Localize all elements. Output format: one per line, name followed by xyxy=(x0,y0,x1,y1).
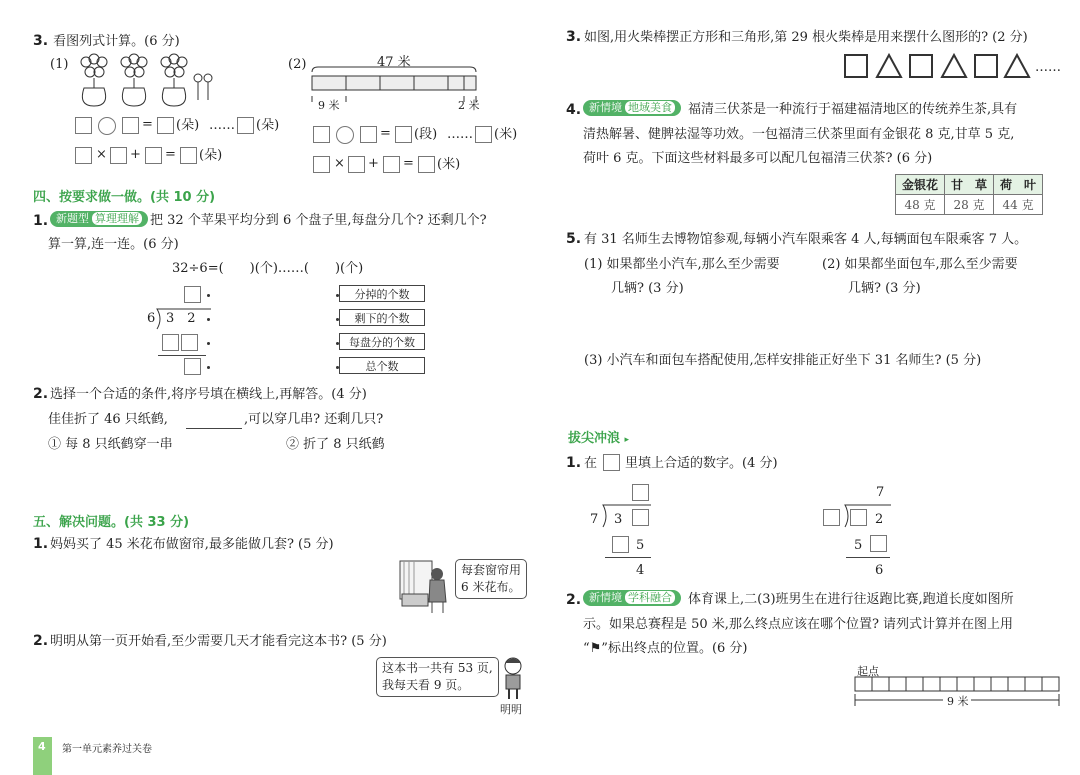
option-2: ② 折了 8 只纸鹤 xyxy=(286,437,385,452)
start-label: 起点 xyxy=(857,665,879,678)
answer-box-sample xyxy=(603,454,620,471)
answer-box[interactable] xyxy=(823,509,840,526)
matchstick-pattern xyxy=(842,52,1032,80)
answer-box[interactable] xyxy=(348,156,365,173)
answer-box[interactable] xyxy=(850,509,867,526)
answer-box[interactable] xyxy=(75,117,92,134)
question-3-left xyxy=(33,30,180,50)
answer-box[interactable] xyxy=(475,126,492,143)
match-label[interactable]: 每盘分的个数 xyxy=(339,333,425,350)
total-length-label: 47 米 xyxy=(377,55,411,70)
division-formula: 32÷6=( )(个)……( )(个) xyxy=(172,261,364,276)
mingming-name: 明明 xyxy=(500,703,522,716)
answer-box[interactable] xyxy=(313,156,330,173)
answer-box[interactable] xyxy=(383,156,400,173)
track-length-label: 9 米 xyxy=(947,695,969,708)
match-label[interactable]: 分掉的个数 xyxy=(339,285,425,302)
boy-mingming-illustration xyxy=(499,656,527,700)
ingredients-table: 金银花 甘 草 荷 叶 48 克 28 克 44 克 xyxy=(895,174,1043,215)
section-4-title: 四、按要求做一做。(共 10 分) xyxy=(33,190,216,205)
answer-box[interactable] xyxy=(145,147,162,164)
section-5-title: 五、解决问题。(共 33 分) xyxy=(33,515,190,530)
answer-box[interactable] xyxy=(395,126,412,143)
part-1-label: (1) xyxy=(50,57,69,72)
option-1: ① 每 8 只纸鹤穿一串 xyxy=(48,437,173,452)
match-label[interactable]: 总个数 xyxy=(339,357,425,374)
answer-box[interactable] xyxy=(184,286,201,303)
fill-blank-line[interactable] xyxy=(186,428,242,429)
answer-box[interactable] xyxy=(632,484,649,501)
match-label[interactable]: 剩下的个数 xyxy=(339,309,425,326)
new-type-tag: 新题型 算理理解 xyxy=(50,211,148,227)
answer-box[interactable] xyxy=(110,147,127,164)
answer-box[interactable] xyxy=(157,117,174,134)
answer-box[interactable] xyxy=(162,334,179,351)
answer-box[interactable] xyxy=(360,126,377,143)
section-top-challenge: 拔尖冲浪 ▸ xyxy=(568,431,630,446)
flower-vases-illustration xyxy=(72,50,222,108)
question-text: 看图列式计算。(6 分) xyxy=(53,34,180,49)
speech-bubble: 每套窗帘用 6 米花布。 xyxy=(455,559,527,599)
question-number: 3. xyxy=(33,33,49,49)
new-context-tag: 新情境 地域美食 xyxy=(583,100,681,116)
footer-title: 第一单元素养过关卷 xyxy=(62,744,152,755)
answer-box[interactable] xyxy=(313,126,330,143)
operator-circle[interactable] xyxy=(98,117,116,135)
new-context-tag: 新情境 学科融合 xyxy=(583,590,681,606)
operator-circle[interactable] xyxy=(336,126,354,144)
answer-box[interactable] xyxy=(418,156,435,173)
page-number: 4 xyxy=(38,740,46,753)
answer-box[interactable] xyxy=(612,536,629,553)
answer-box[interactable] xyxy=(184,358,201,375)
part-2-label: (2) xyxy=(288,57,307,72)
answer-box[interactable] xyxy=(122,117,139,134)
answer-box[interactable] xyxy=(181,334,198,351)
mother-window-illustration xyxy=(399,560,457,615)
answer-box[interactable] xyxy=(632,509,649,526)
answer-box[interactable] xyxy=(870,535,887,552)
speech-bubble: 这本书一共有 53 页, 我每天看 9 页。 xyxy=(376,657,499,697)
answer-box[interactable] xyxy=(75,147,92,164)
answer-box[interactable] xyxy=(180,147,197,164)
answer-box[interactable] xyxy=(237,117,254,134)
worksheet-page: 3. 看图列式计算。(6 分) (1) = (朵) …… (朵) × + = (朵) (2) 47 米 9 米 2 米 = (段) …… (米) × + = (米) 四、按要求做一做。(共 10 分) 1. 新题型 算理理解 把 32 个苹果平均分到 6 个盘子里,每盘分几个? 还剩几个? 算一算,连一连。(6 分) 32÷6=( )(个)……( )(个) 6 3 2 分掉的个数 剩下的个数 每盘分的个数 总个数 2. 选择一个合适的条件,将序号填在横线上,再解答。(4 分) 佳佳折了 46 只纸鹤, ,可以穿几串? 还剩几只? ① 每 8 只纸鹤穿一串 ② 折了 8 只纸鹤 五、解决问题。(共 33 分) 1. 妈妈买了 45 米花布做窗帘,最多能做几套? (5 分) 每套窗帘用 6 米花布。 2. 明明从第一页开始看,至少需要几天才能看完这本书? (5 分) 这本书一共有 53 页, 我每天看 9 页。 明明 4 第一单元素养过关卷 3. 如图,用火柴棒摆正方形和三角形,第 29 根火柴棒是用来摆什么图形的? (2 分) …… 4. 新情境 地域美食 福清三伏茶是一种流行于福建福清地区的传统养生茶,具有 清热解暑、健脾祛湿等功效。一包福清三伏茶里面有金银花 8 克,甘草 5 克, 荷叶 6 克。下面这些材料最多可以配几包福清三伏茶? (6 分) 金银花 甘 草 荷 叶 48 克 28 克 44 克 5. 有 31 名师生去博物馆参观,每辆小汽车限乘客 4 人,每辆面包车限乘客 7 人。 (1) 如果都坐小汽车,那么至少需要 几辆? (3 分) (2) 如果都坐面包车,那么至少需要 几辆? (3 分) (3) 小汽车和面包车搭配使用,怎样安排能正好坐下 31 名师生? (5 分) 拔尖冲浪 ▸ 1. 在 里填上合适的数字。(4 分) 7 3 5 4 7 2 5 6 2. 新情境 学科融合 体育课上,二(3)班男生在进行往返跑比赛,跑道长度如图所 示。如果总赛程是 50 米,那么终点应该在哪个位置? 请列式计算并在图上用 “⚑”标出终点的位置。(6 分) 起点 9 米 xyxy=(0,0,1080,775)
